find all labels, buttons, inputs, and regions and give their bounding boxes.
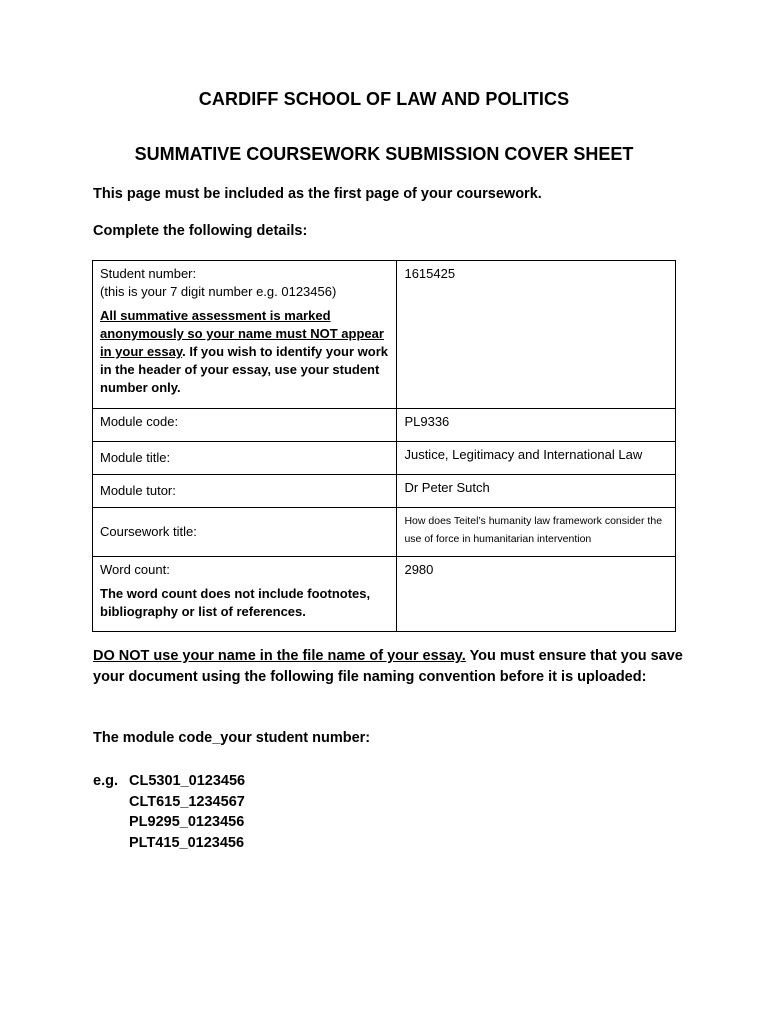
example-line-1: [93, 771, 245, 792]
example-item: CL5301_0123456: [129, 773, 246, 789]
module-tutor-label: Module tutor:: [93, 475, 397, 508]
naming-examples: [93, 771, 245, 853]
word-count-value[interactable]: 2980: [397, 557, 676, 632]
example-line-4: [93, 833, 245, 854]
first-page-instruction: This page must be included as the first page of your coursework.: [93, 186, 542, 202]
student-number-value[interactable]: 1615425: [397, 261, 676, 409]
example-prefix: e.g.: [93, 773, 118, 789]
coursework-title-row: [93, 508, 676, 557]
coursework-title-label: Coursework title:: [93, 508, 397, 557]
student-number-hint: (this is your 7 digit number e.g. 0123456): [100, 284, 337, 299]
word-count-row: [93, 557, 676, 632]
file-name-warning: DO NOT use your name in the file name of your essay.: [93, 648, 466, 664]
naming-convention: The module code_your student number:: [93, 730, 371, 746]
file-name-instruction: You must ensure that you save your document using the following file naming convention before it is uploaded:: [93, 648, 683, 685]
anonymity-note-underlined: All summative assessment is marked anonymously so your name must NOT appear in your essay: [100, 308, 384, 359]
example-item: PL9295_0123456: [129, 814, 245, 830]
anonymity-note-rest: . If you wish to identify your work in the header of your essay, use your student number only.: [100, 344, 388, 395]
module-code-row: [93, 409, 676, 442]
coursework-title-value[interactable]: How does Teitel’s humanity law framework consider the use of force in humanitarian intervention: [397, 508, 676, 557]
word-count-label: Word count:: [100, 562, 170, 577]
module-code-label: Module code:: [93, 409, 397, 442]
module-code-value[interactable]: PL9336: [397, 409, 676, 442]
example-item: PLT415_0123456: [129, 834, 245, 851]
module-tutor-value[interactable]: Dr Peter Sutch: [397, 475, 676, 508]
module-title-row: [93, 442, 676, 475]
word-count-note: The word count does not include footnotes, bibliography or list of references.: [100, 586, 371, 619]
module-title-label: Module title:: [93, 442, 397, 475]
anonymity-note: [100, 307, 389, 397]
sheet-title: SUMMATIVE COURSEWORK SUBMISSION COVER SHEET: [134, 144, 634, 164]
file-name-notice: [93, 646, 683, 688]
student-number-row: [93, 261, 676, 409]
module-tutor-row: [93, 475, 676, 508]
school-title: CARDIFF SCHOOL OF LAW AND POLITICS: [198, 89, 570, 109]
example-line-3: [93, 812, 245, 833]
student-number-label-cell: [93, 261, 397, 409]
complete-details-instruction: Complete the following details:: [93, 223, 308, 239]
module-title-value[interactable]: Justice, Legitimacy and International Law: [397, 442, 676, 475]
example-line-2: [93, 792, 245, 813]
student-number-label: Student number:: [100, 266, 197, 281]
word-count-label-cell: [93, 557, 397, 632]
example-item: CLT615_1234567: [129, 793, 245, 810]
details-table: [92, 260, 676, 632]
